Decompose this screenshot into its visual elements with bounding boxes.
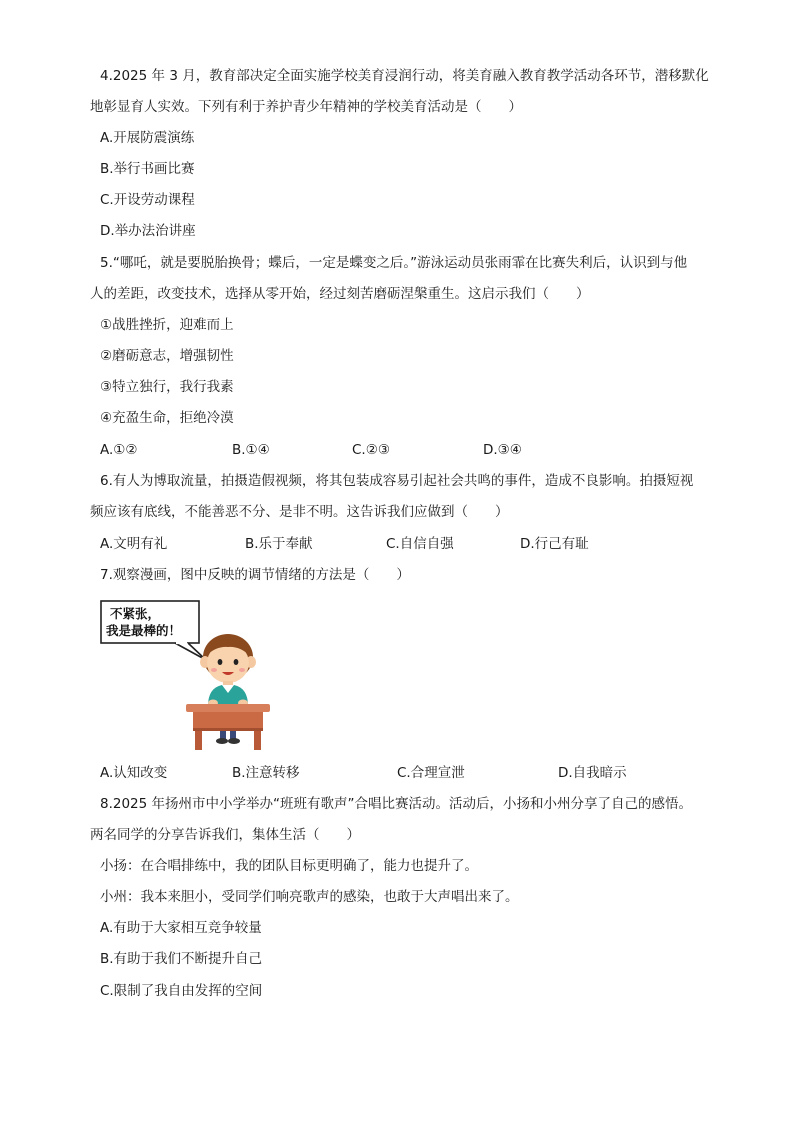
q8-option-b: B.有助于我们不断提升自己 bbox=[100, 951, 263, 967]
q6-stem-line2: 频应该有底线，不能善恶不分、是非不明。这告诉我们应做到（ ） bbox=[90, 504, 509, 520]
q5-stem-line1: 5.“哪吒，就是要脱胎换骨；蝶后，一定是蝶变之后。”游泳运动员张雨霏在比赛失利后，认识到与他 bbox=[100, 255, 688, 271]
q4-option-c: C.开设劳动课程 bbox=[100, 192, 195, 208]
q7-option-a: A.认知改变 bbox=[100, 765, 168, 781]
q5-statement-1: ①战胜挫折，迎难而上 bbox=[100, 317, 234, 333]
q5-stem-line2: 人的差距，改变技术，选择从零开始，经过刻苦磨砺涅槃重生。这启示我们（ ） bbox=[90, 286, 590, 302]
q4-option-a: A.开展防震演练 bbox=[100, 130, 195, 146]
q4-stem-line1: 4.2025 年 3 月，教育部决定全面实施学校美育浸润行动，将美育融入教育教学活动各环节，潜移默化 bbox=[100, 68, 709, 84]
q5-statement-3: ③特立独行，我行我素 bbox=[100, 379, 234, 395]
desk bbox=[186, 704, 270, 750]
q5-statement-4: ④充盈生命，拒绝冷漠 bbox=[100, 410, 234, 426]
q6-option-d: D.行己有耻 bbox=[520, 536, 589, 552]
q6-option-b: B.乐于奉献 bbox=[245, 536, 313, 552]
q5-option-b: B.①④ bbox=[232, 442, 270, 458]
speech-line-1: 不紧张， bbox=[110, 606, 161, 621]
q6-option-c: C.自信自强 bbox=[386, 536, 454, 552]
q8-option-c: C.限制了我自由发挥的空间 bbox=[100, 983, 263, 999]
q4-option-b: B.举行书画比赛 bbox=[100, 161, 195, 177]
q4-option-d: D.举办法治讲座 bbox=[100, 223, 196, 239]
q7-option-b: B.注意转移 bbox=[232, 765, 300, 781]
q5-option-a: A.①② bbox=[100, 442, 138, 458]
q8-quote-xiaozhou: 小州：我本来胆小，受同学们响亮歌声的感染，也敢于大声唱出来了。 bbox=[100, 889, 519, 905]
q8-stem-line1: 8.2025 年扬州市中小学举办“班班有歌声”合唱比赛活动。活动后，小扬和小州分享了自己的感悟。 bbox=[100, 796, 693, 812]
q5-option-d: D.③④ bbox=[483, 442, 522, 458]
q7-option-d: D.自我暗示 bbox=[558, 765, 627, 781]
q6-stem-line1: 6.有人为博取流量，拍摄造假视频，将其包装成容易引起社会共鸣的事件，造成不良影响。拍摄短视 bbox=[100, 473, 694, 489]
q4-stem-line2: 地彰显育人实效。下列有利于养护青少年精神的学校美育活动是（ ） bbox=[90, 99, 522, 115]
q5-statement-2: ②磨砺意志，增强韧性 bbox=[100, 348, 234, 364]
speech-line-2: 我是最棒的！ bbox=[106, 623, 182, 638]
q6-option-a: A.文明有礼 bbox=[100, 536, 168, 552]
q5-option-c: C.②③ bbox=[352, 442, 390, 458]
q8-option-a: A.有助于大家相互竞争较量 bbox=[100, 920, 262, 936]
comic-illustration bbox=[100, 600, 270, 752]
speech-bubble bbox=[101, 601, 206, 660]
q8-stem-line2: 两名同学的分享告诉我们，集体生活（ ） bbox=[90, 827, 360, 843]
q7-stem: 7.观察漫画，图中反映的调节情绪的方法是（ ） bbox=[100, 567, 410, 583]
q8-quote-xiaoyang: 小扬：在合唱排练中，我的团队目标更明确了，能力也提升了。 bbox=[100, 858, 478, 874]
q7-option-c: C.合理宣泄 bbox=[397, 765, 465, 781]
